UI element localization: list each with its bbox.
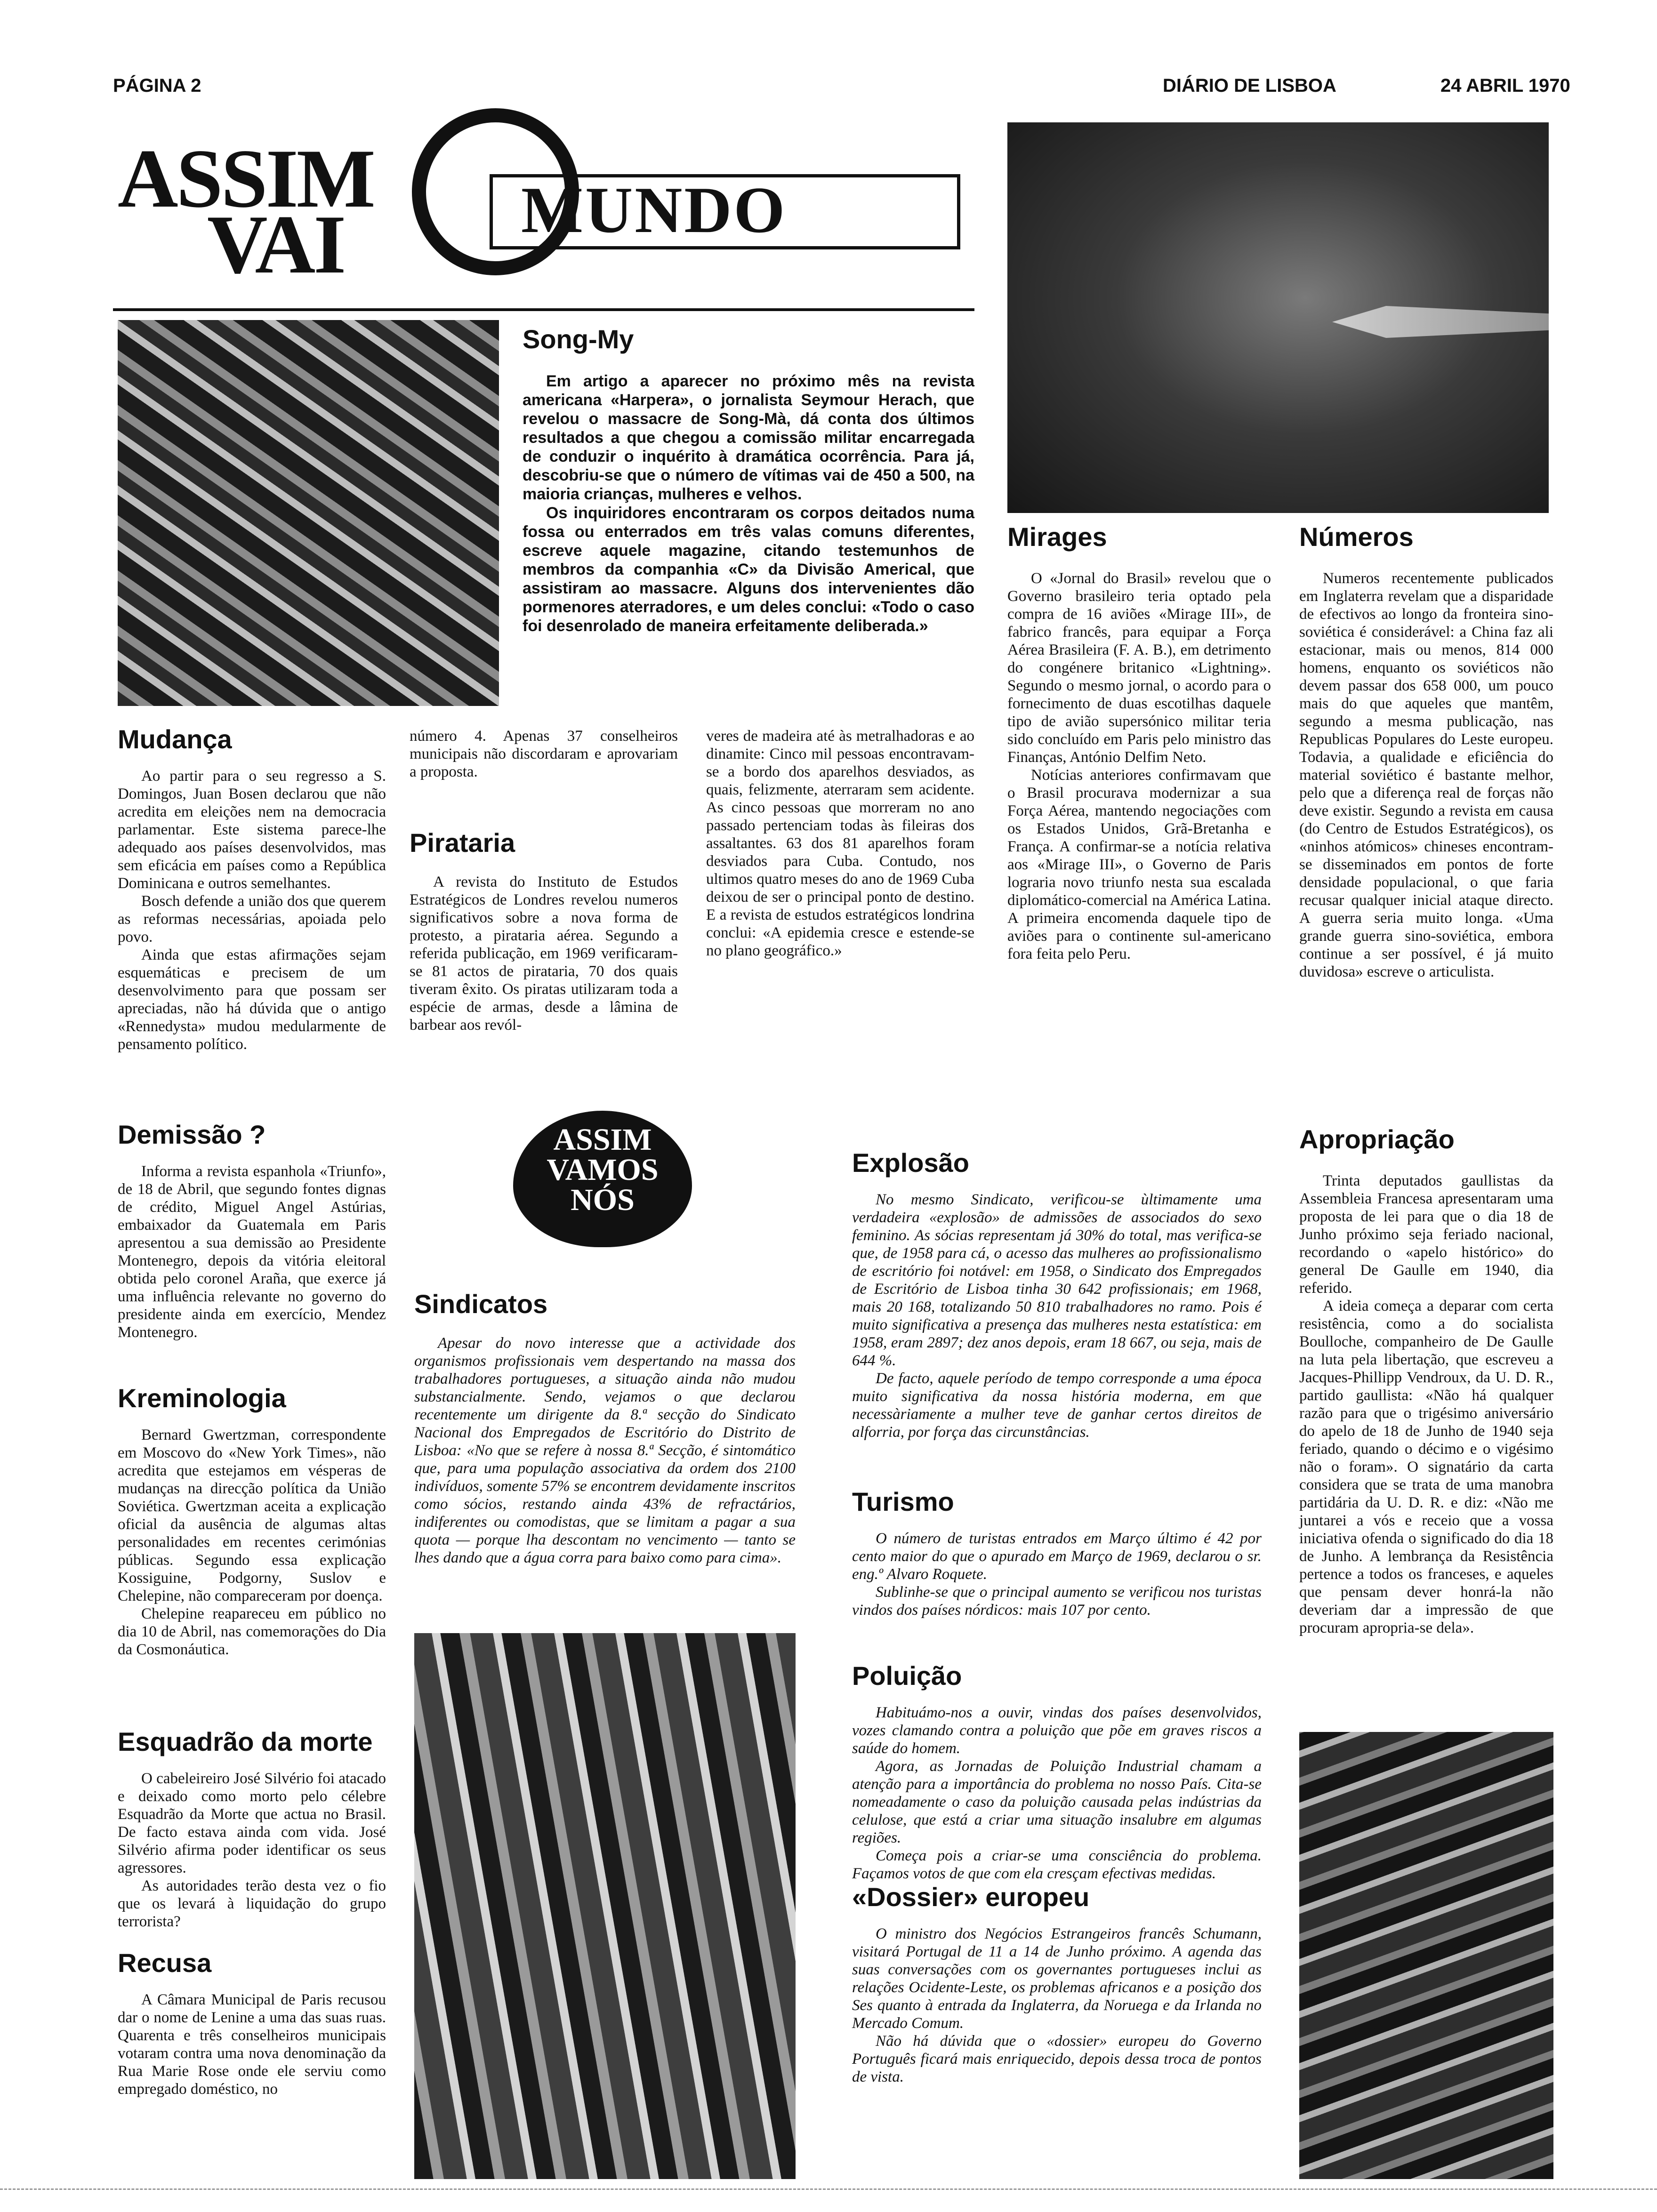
demissao-title: Demissão ? xyxy=(118,1120,266,1149)
badge-line-2: VAMOS xyxy=(547,1153,659,1187)
photo-mirage-jets xyxy=(1007,122,1549,513)
logo-assim: ASSIM xyxy=(118,132,374,225)
esquadrao-p1: O cabeleireiro José Silvério foi atacado e deixado como morto pelo célebre Esquadrão da Morte que actua no Brasil. De facto estava ainda com vida. José Silvério afirma poder identificar os seus agressores. xyxy=(118,1770,386,1876)
mudanca-title: Mudança xyxy=(118,724,232,754)
dossier-title: «Dossier» europeu xyxy=(852,1882,1090,1912)
demissao-body xyxy=(118,1162,386,1341)
poluicao-title: Poluição xyxy=(852,1661,962,1691)
esquadrao-title: Esquadrão da morte xyxy=(118,1727,373,1756)
numeros-title: Números xyxy=(1299,522,1414,552)
esquadrao-p2: As autoridades terão desta vez o fio que os levará à liquidação do grupo terrorista? xyxy=(118,1877,386,1930)
dossier-body xyxy=(852,1925,1262,2086)
mirages-title: Mirages xyxy=(1007,522,1107,552)
mudanca-p2: Bosch defende a união dos que querem as reformas necessárias, apoiada pelo povo. xyxy=(118,893,386,946)
apropriacao-p2: A ideia começa a deparar com certa resistência, como a do socialista Boulloche, companheiro de De Gaulle na luta pela libertação, que escreveu a Jacques-Phillipp Vendroux, da U. D. R., partido gaullista: «Não há qualquer razão para que o trigésimo aniversário do apelo de 18 de Junho de 1940 seja feriado, quando o décimo e o vigésimo não o foram». O signatário da carta considera que se trata de uma manobra partidária da U. D. R. e diz: «Não me juntarei a vós e receio que a vossa iniciativa ofenda o significado do dia 18 de Junho. A lembrança da Resistência pertence a todos os franceses, e aqueles que pensam dever honrá-la não deveriam dar a impressão de que procuram apropria-se dela». xyxy=(1299,1298,1553,1636)
dossier-p1: O ministro dos Negócios Estrangeiros francês Schumann, visitará Portugal de 11 a 14 de Junho próximo. A agenda das suas conversações com os governantes portugueses inclui as relações Ocidente-Leste, os problemas africanos e a posição dos Ses quanto à entrada da Inglaterra, da Noruega e da Irlanda no Mercado Comum. xyxy=(852,1925,1262,2032)
recusa-title: Recusa xyxy=(118,1948,212,1978)
logo-mundo: MUNDO xyxy=(490,174,960,249)
poluicao-body xyxy=(852,1704,1262,1883)
col3-continuation: veres de madeira até às metralhadoras e ao dinamite: Cinco mil pessoas encontravam-se a bordo dos aparelhos desviados, as quais, felizmente, aterraram sem acidente. As cinco pessoas que morreram no ano passado pertenciam todas às fileiras dos assaltantes. 63 dos 81 aparelhos foram desviados para Cuba. Contudo, nos ultimos quatro meses do ano de 1969 Cuba deixou de ser o principal ponto de destino. E a revista de estudos estratégicos londrina conclui: «A epidemia cresce e estende-se no plano geográfico.» xyxy=(706,728,974,959)
pirataria-p1: A revista do Instituto de Estudos Estratégicos de Londres revelou numeros significativos sobre a nova forma de protesto, a pirataria aérea. Segundo a referida publicação, em 1969 verificaram-se 81 actos de pirataria, 70 dos quais tiveram êxito. Os piratas utilizaram toda a espécie de armas, desde a lâmina de barbear aos revól- xyxy=(410,874,678,1034)
explosao-body xyxy=(852,1191,1262,1441)
mirages-p1: O «Jornal do Brasil» revelou que o Governo brasileiro teria optado pela compra de 16 aviões «Mirage III», de fabrico francês, para equipar a Força Aérea Brasileira (F. A. B.), em detrimento do congénere britanico «Lightning». Segundo o mesmo jornal, o acordo para o fornecimento de duas escotilhas daquele tipo de avião supersónico militar teria sido concluído em Paris pelo ministro das Finanças, António Delfim Neto. xyxy=(1007,570,1271,766)
kreminologia-title: Kreminologia xyxy=(118,1383,286,1413)
kreminologia-body xyxy=(118,1426,386,1659)
apropriacao-title: Apropriação xyxy=(1299,1124,1455,1154)
recusa-p1: A Câmara Municipal de Paris recusou dar o nome de Lenine a uma das suas ruas. Quarenta e três conselheiros municipais votaram contra uma nova denominação da Rua Marie Rose onde ele serviu como empregado doméstico, no xyxy=(118,1991,386,2098)
sindicatos-title: Sindicatos xyxy=(414,1289,548,1319)
col2-continuation: número 4. Apenas 37 conselheiros municipais não discordaram e aprovariam a proposta. xyxy=(410,728,678,780)
sindicatos-p1: Apesar do novo interesse que a actividade dos organismos profissionais vem despertando na massa dos trabalhadores portugueses, a situação ainda não mudou substancialmente. Sendo, vejamos o que declarou recentemente um dirigente da 8.ª secção do Sindicato Nacional dos Empregados de Escritório do Distrito de Lisboa: «No que se refere à nossa 8.ª Secção, é sintomático que, para uma população associativa da ordem dos 2100 indivíduos, somente 57% se encontrem devidamente inscritos como sócios, restando ainda 43% de refractários, indiferentes ou comodistas, que se limitam a pagar a sua quota — porque lha descontam no vencimento — tanto se lhes dando que a água corra para baixo como para cima». xyxy=(414,1335,796,1566)
badge-line-1: ASSIM xyxy=(553,1122,652,1157)
explosao-p2: De facto, aquele período de tempo corresponde a uma época muito significativa da nossa história moderna, em que necessàriamente a mulher teve de ganhar certos direitos de alforria, por força das circunstâncias. xyxy=(852,1370,1262,1441)
mirages-body xyxy=(1007,569,1271,963)
pirataria-body xyxy=(410,873,678,1034)
pirataria-title: Pirataria xyxy=(410,828,515,858)
demissao-p1: Informa a revista espanhola «Triunfo», de 18 de Abril, que segundo fontes dignas de crédito, Miguel Angel Astúrias, embaixador da Guatemala em Paris apresentou a sua demissão ao Presidente Montenegro, depois da vitória eleitoral obtida pelo coronel Araña, que exerce já uma influência relevante no governo do presidente ainda em exercício, Mendez Montenegro. xyxy=(118,1163,386,1341)
song-my-body xyxy=(523,372,974,635)
explosao-title: Explosão xyxy=(852,1148,969,1178)
turismo-p1: O número de turistas entrados em Março último é 42 por cento maior do que o apurado em Março de 1969, declarou o sr. eng.º Alvaro Roquete. xyxy=(852,1530,1262,1583)
assim-vamos-nos-badge xyxy=(513,1111,692,1247)
badge-line-3: NÓS xyxy=(571,1183,635,1217)
header-rule xyxy=(113,308,974,311)
kreminologia-p2: Chelepine reapareceu em público no dia 10 de Abril, nas comemorações do Dia da Cosmonáutica. xyxy=(118,1605,386,1658)
turismo-body xyxy=(852,1530,1262,1619)
song-my-p1: Em artigo a aparecer no próximo mês na revista americana «Harpera», o jornalista Seymour Herach, que revelou o massacre de Song-Mà, dá conta dos últimos resultados a que chegou a comissão militar encarregada de conduzir o inquérito à dramática ocorrência. Para já, descobriu-se que o número de vítimas vai de 450 a 500, na maioria crianças, mulheres e velhos. xyxy=(523,372,974,503)
recusa-body xyxy=(118,1991,386,2098)
apropriacao-body xyxy=(1299,1172,1553,1637)
photo-crowd xyxy=(414,1633,796,2179)
poluicao-p3: Começa pois a criar-se uma consciência do problema. Façamos votos de que com ela cresçam efectivas medidas. xyxy=(852,1847,1262,1882)
explosao-p1: No mesmo Sindicato, verificou-se ùltimamente uma verdadeira «explosão» de admissões de associados do sexo feminino. As sócias representam já 30% do total, mas verifica-se que, de 1958 para cá, o acesso das mulheres ao profissionalismo de escritório foi notável: em 1958, o Sindicato dos Empregados de Escritório de Lisboa tinha 30 642 profissionais; em 1968, mais 20 168, totalizando 50 810 trabalhadores no ramo. Pois é muito significativa a presença das mulheres nesta estatística: em 1958, eram 2897; dez anos depois, eram 18 667, ou seja, mais de 644 %. xyxy=(852,1191,1262,1369)
bottom-rule xyxy=(0,2188,1657,2190)
song-my-p2: Os inquiridores encontraram os corpos deitados numa fossa ou enterrados em três valas comuns diferentes, escreve aquele magazine, citando testemunhos de membros da companhia «C» da Divisão Americal, que assistiram ao massacre. Alguns dos intervenientes dão pormenores aterradores, e um deles conclui: «Todo o caso foi desenrolado de maneira erfeitamente deliberada.» xyxy=(523,504,974,635)
poluicao-p2: Agora, as Jornadas de Poluição Industrial chamam a atenção para a importância do problema no nosso País. Cita-se nomeadamente o caso da poluição causada pelas indústrias da celulose, que está a criar uma situação insalubre em algumas regiões. xyxy=(852,1758,1262,1846)
turismo-p2: Sublinhe-se que o principal aumento se verificou nos turistas vindos dos países nórdicos: mais 107 por cento. xyxy=(852,1584,1262,1619)
poluicao-p1: Habituámo-nos a ouvir, vindas dos países desenvolvidos, vozes clamando contra a poluição que põe em graves riscos a saúde do homem. xyxy=(852,1704,1262,1757)
mudanca-p1: Ao partir para o seu regresso a S. Domingos, Juan Bosen declarou que não acredita em eleições nem na democracia parlamentar. Este sistema parece-lhe adequado aos países desenvolvidos, mas sem eficácia em países como a República Dominicana e outros semelhantes. xyxy=(118,768,386,892)
numeros-p1: Numeros recentemente publicados em Inglaterra revelam que a disparidade de efectivos ao longo da fronteira sino-soviética é considerável: a China faz ali estacionar, mais ou menos, 814 000 homens, enquanto os soviéticos não devem passar dos 658 000, um pouco mais do que aqueles que mantêm, segundo a mesma publicação, nas Republicas Populares do Leste europeu. Todavia, a qualidade e eficiência do material soviético é bastante melhor, pelo que a diferença real de forças não deve existir. Segundo a revista em causa (do Centro de Estudos Estratégicos), os «ninhos atómicos» chineses encontram-se disseminados em pontos de forte densidade populacional, o que faria recusar qualquer inicial ataque directo. A guerra seria muito longa. «Uma grande guerra sino-soviética, embora continue a ser possível, é já muito duvidosa» escreve o articulista. xyxy=(1299,570,1553,980)
logo-vai: VAI xyxy=(207,198,345,291)
mirages-p2: Notícias anteriores confirmavam que o Brasil procurava modernizar a sua Força Aérea, mantendo negociações com os Estados Unidos, Grã-Bretanha e França. A confirmar-se a notícia relativa aos «Mirage III», o Governo de Paris lograria novo triunfo nesta sua escalada diplomático-comercial na América Latina. A primeira encomenda daquele tipo de aviões para o continente sul-americano fora feita pelo Peru. xyxy=(1007,767,1271,962)
numeros-body xyxy=(1299,569,1553,981)
photo-de-gaulle xyxy=(1299,1732,1553,2179)
logo-circle xyxy=(412,108,579,275)
turismo-title: Turismo xyxy=(852,1487,954,1516)
issue-date: 24 ABRIL 1970 xyxy=(1440,75,1570,96)
photo-song-my xyxy=(118,320,499,706)
page-number: PÁGINA 2 xyxy=(113,75,201,96)
mudanca-p3: Ainda que estas afirmações sejam esquemáticas e precisem de um desenvolvimento para que possam ser apreciadas, não há dúvida que o antigo «Rennedysta» mudou medularmente de pensamento político. xyxy=(118,946,386,1053)
dossier-p2: Não há dúvida que o «dossier» europeu do Governo Português ficará mais enriquecido, depois dessa troca de pontos de vista. xyxy=(852,2033,1262,2085)
song-my-title: Song-My xyxy=(523,324,634,354)
newspaper-name: DIÁRIO DE LISBOA xyxy=(1163,75,1336,96)
apropriacao-p1: Trinta deputados gaullistas da Assembleia Francesa apresentaram uma proposta de lei para que o dia 18 de Junho próximo seja feriado nacional, recordando o «apelo histórico» do general De Gaulle em 1940, dia referido. xyxy=(1299,1172,1553,1297)
mudanca-body xyxy=(118,767,386,1053)
kreminologia-p1: Bernard Gwertzman, correspondente em Moscovo do «New York Times», não acredita que estejamos em vésperas de mudanças na direcção política da União Soviética. Gwertzman aceita a explicação oficial da ausência de algumas altas personalidades em recentes cerimónias públicas. Segundo essa explicação Kossiguine, Podgorny, Suslov e Chelepine, não compareceram por doença. xyxy=(118,1427,386,1604)
esquadrao-body xyxy=(118,1770,386,1931)
sindicatos-body xyxy=(414,1334,796,1567)
